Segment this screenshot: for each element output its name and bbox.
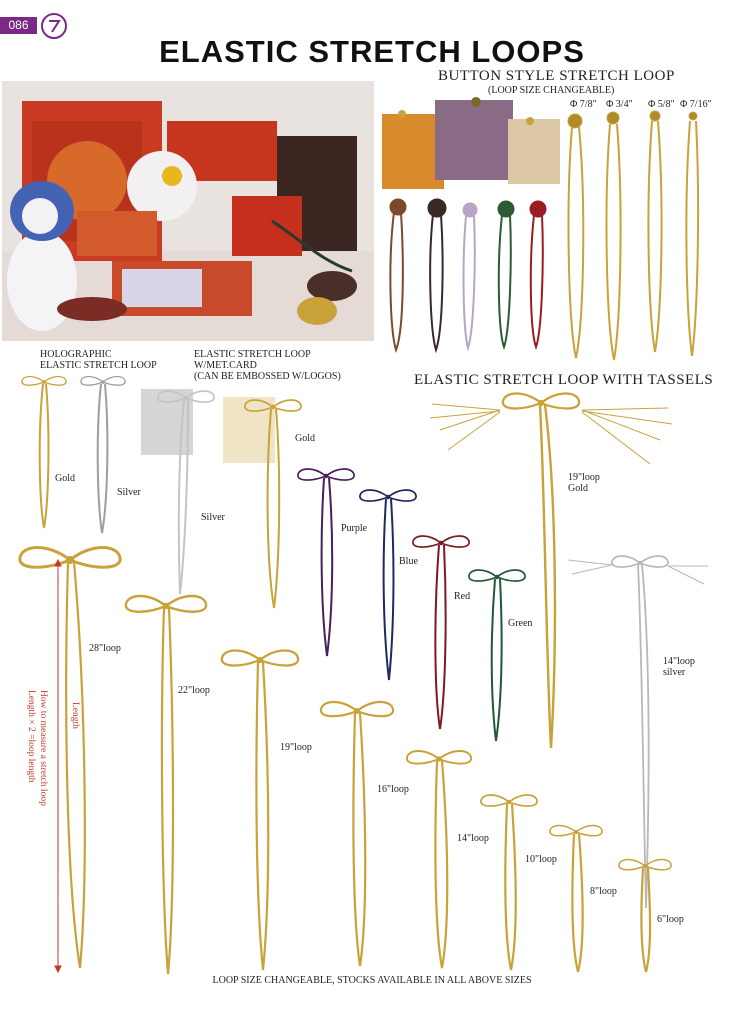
button-size-label: Φ 3/4" <box>606 99 633 110</box>
button-loop-long-gold <box>568 111 698 360</box>
loop-10 <box>481 795 537 970</box>
purple-label: Purple <box>341 523 368 534</box>
holographic-title-2: ELASTIC STRETCH LOOP <box>40 360 157 371</box>
card-title-3: (CAN BE EMBOSSED W/LOGOS) <box>194 371 341 382</box>
loop-14 <box>407 751 471 968</box>
red-loop <box>413 536 469 729</box>
button-section-title: BUTTON STYLE STRETCH LOOP <box>438 68 675 84</box>
loop-size-label: 22"loop <box>178 685 210 696</box>
green-loop <box>469 570 525 741</box>
loop-size-label: 16"loop <box>377 784 409 795</box>
page-title: ELASTIC STRETCH LOOPS <box>159 34 585 69</box>
loop-size-label: 10"loop <box>525 854 557 865</box>
loop-size-label: 19"loop <box>280 742 312 753</box>
holographic-gold-label: Gold <box>55 473 75 484</box>
button-size-label: Φ 7/8" <box>570 99 597 110</box>
loop-19 <box>222 651 298 971</box>
tassel-gold-color: Gold <box>568 483 588 494</box>
tassel-silver-loop <box>568 556 708 908</box>
holographic-silver-loop <box>81 377 125 534</box>
tassel-silver-color: silver <box>663 667 686 678</box>
button-size-label: Φ 5/8" <box>648 99 675 110</box>
blue-label: Blue <box>399 556 418 567</box>
red-label: Red <box>454 591 471 602</box>
card-gold-label: Gold <box>295 433 315 444</box>
button-loop-short-4 <box>498 201 514 347</box>
button-loop-short-3 <box>463 203 477 348</box>
gold-card <box>223 397 275 463</box>
tassel-gold-size: 19"loop <box>568 472 600 483</box>
green-label: Green <box>508 618 533 629</box>
footer-note: LOOP SIZE CHANGEABLE, STOCKS AVAILABLE IN ALL ABOVE SIZES <box>212 975 532 986</box>
measure-line1: How to measure a stretch loop <box>38 690 48 806</box>
measure-line2: Length × 2 =loop length <box>26 690 36 783</box>
loop-16 <box>321 702 393 966</box>
blue-loop <box>360 490 416 680</box>
measure-length: Length <box>70 702 80 729</box>
page-number: 086 <box>0 17 37 34</box>
loop-8 <box>550 826 602 973</box>
card-title-1: ELASTIC STRETCH LOOP <box>194 349 311 360</box>
loop-size-label: 28"loop <box>89 643 121 654</box>
holographic-title-1: HOLOGRAPHIC <box>40 349 112 360</box>
button-size-label: Φ 7/16" <box>680 99 712 110</box>
tassel-section-title: ELASTIC STRETCH LOOP WITH TASSELS <box>414 372 714 388</box>
loop-size-label: 8"loop <box>590 886 617 897</box>
holographic-silver-label: Silver <box>117 487 141 498</box>
button-loop-short-1 <box>390 199 406 350</box>
button-loop-short-2 <box>428 199 446 350</box>
card-title-2: W/MET.CARD <box>194 360 257 371</box>
measure-note <box>26 690 80 806</box>
purple-loop <box>298 469 354 656</box>
button-loop-short-5 <box>530 201 546 347</box>
button-section-subtitle: (LOOP SIZE CHANGEABLE) <box>488 85 615 96</box>
card-silver-label: Silver <box>201 512 225 523</box>
holographic-gold-loop <box>22 377 66 529</box>
tassel-gold-loop <box>430 394 672 749</box>
loop-size-label: 6"loop <box>657 914 684 925</box>
loop-22 <box>126 596 206 974</box>
loop-size-label: 14"loop <box>457 833 489 844</box>
tassel-silver-size: 14"loop <box>663 656 695 667</box>
